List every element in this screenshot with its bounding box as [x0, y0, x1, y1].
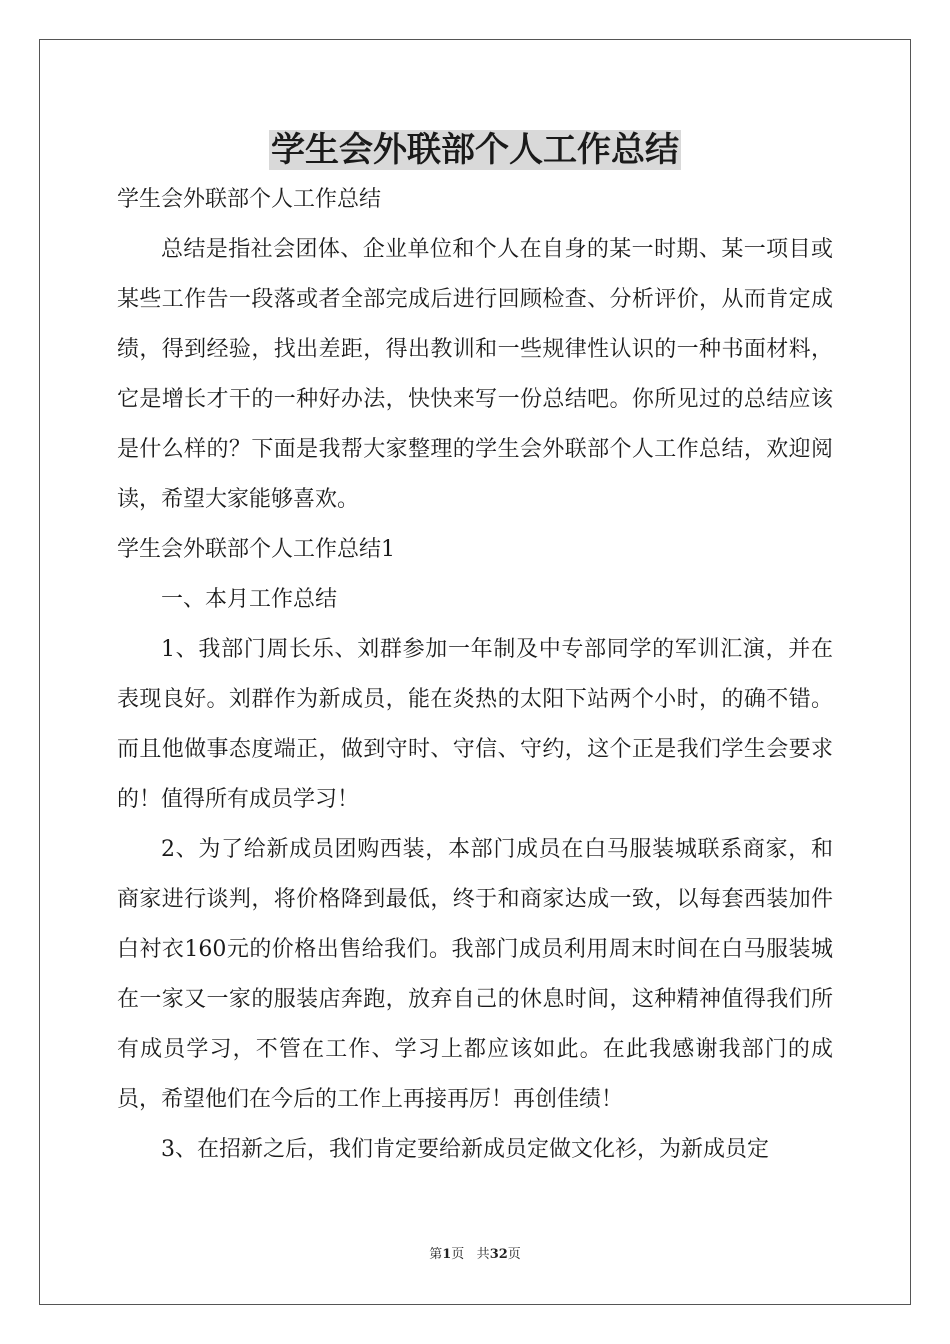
- item-1-paragraph: 1、我部门周长乐、刘群参加一年制及中专部同学的军训汇演，并在表现良好。刘群作为新成员，能在炎热的太阳下站两个小时，的确不错。而且他做事态度端正，做到守时、守信、守约，这个正是我们学生会要求的！值得所有成员学习！: [117, 637, 833, 812]
- document-title: [0, 126, 950, 174]
- page-footer: [0, 1246, 950, 1264]
- document-subtitle: 学生会外联部个人工作总结: [117, 187, 382, 212]
- part-heading: 一、本月工作总结: [161, 587, 338, 612]
- footer-page-number: 1: [442, 1247, 452, 1262]
- footer-page-suffix: 页: [451, 1247, 465, 1262]
- item-2-paragraph: 2、为了给新成员团购西装，本部门成员在白马服装城联系商家，和商家进行谈判，将价格降到最低，终于和商家达成一致，以每套西装加件白衬衣160元的价格出售给我们。我部门成员利用周末时间在白马服装城在一家又一家的服装店奔跑，放弃自己的休息时间，这种精神值得我们所有成员学习，不管在工作、学习上都应该如此。在此我感谢我部门的成员，希望他们在今后的工作上再接再厉！再创佳绩！: [117, 837, 833, 1112]
- footer-total-pages: 32: [489, 1247, 508, 1262]
- item-3-paragraph: 3、在招新之后，我们肯定要给新成员定做文化衫，为新成员定: [161, 1137, 769, 1162]
- intro-paragraph: 总结是指社会团体、企业单位和个人在自身的某一时期、某一项目或某些工作告一段落或者全部完成后进行回顾检查、分析评价，从而肯定成绩，得到经验，找出差距，得出教训和一些规律性认识的一种书面材料，它是增长才干的一种好办法，快快来写一份总结吧。你所见过的总结应该是什么样的？下面是我帮大家整理的学生会外联部个人工作总结，欢迎阅读，希望大家能够喜欢。: [117, 237, 833, 512]
- footer-total-suffix: 页: [507, 1247, 521, 1262]
- footer-page-prefix: 第: [429, 1247, 443, 1262]
- document-title-text: 学生会外联部个人工作总结: [271, 130, 679, 170]
- footer-total-prefix: 共: [476, 1247, 490, 1262]
- section-heading: 学生会外联部个人工作总结1: [117, 537, 395, 562]
